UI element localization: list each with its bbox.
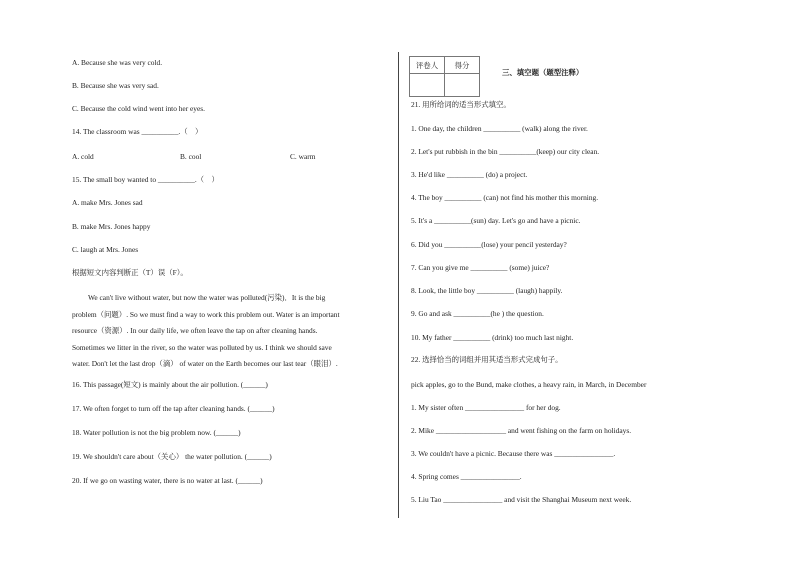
- q15-question: 15. The small boy wanted to __________.（ ）: [72, 175, 219, 184]
- passage-line: resource（资源）. In our daily life, we often leave the tap on after cleaning hands.: [72, 326, 318, 335]
- tf-heading: 根据短文内容判断正（T）误（F）。: [72, 268, 188, 277]
- q18: 18. Water pollution is not the big problem now. (______): [72, 428, 241, 437]
- q21-item: 6. Did you __________(lose) your pencil yesterday?: [411, 240, 567, 249]
- q21-item: 2. Let's put rubbish in the bin __________(keep) our city clean.: [411, 147, 600, 156]
- passage-line: We can't live without water, but now the water was polluted(污染)．It is the big: [88, 293, 326, 302]
- q21-heading: 21. 用所给词的适当形式填空。: [411, 100, 511, 109]
- passage-line: Sometimes we litter in the river, so the water was polluted by us. I think we should save: [72, 342, 332, 352]
- q13-option-c: C. Because the cold wind went into her eyes.: [72, 104, 205, 113]
- score-table-grader: 评卷人: [410, 57, 445, 74]
- q22-heading: 22. 选择恰当的词组并用其适当形式完成句子。: [411, 355, 563, 364]
- score-table-score: 得分: [445, 57, 480, 74]
- q21-item: 8. Look, the little boy __________ (laugh) happily.: [411, 286, 563, 295]
- q14-option-c: C. warm: [290, 152, 316, 161]
- q21-item: 10. My father __________ (drink) too much last night.: [411, 333, 574, 342]
- q14-option-a: A. cold: [72, 152, 94, 161]
- q22-phrases: pick apples, go to the Bund, make clothes, a heavy rain, in March, in December: [411, 380, 647, 389]
- q15-option-a: A. make Mrs. Jones sad: [72, 198, 143, 207]
- q19: 19. We shouldn't care about（关心） the water pollution. (______): [72, 452, 272, 461]
- column-divider: [398, 52, 399, 518]
- q22-item: 3. We couldn't have a picnic. Because there was ________________.: [411, 449, 616, 458]
- q13-option-a: A. Because she was very cold.: [72, 58, 163, 67]
- score-table-cell: [445, 74, 480, 97]
- passage-line: problem（问题）. So we must find a way to work this problem out. Water is an important: [72, 309, 340, 319]
- q21-item: 1. One day, the children __________ (walk) along the river.: [411, 124, 588, 133]
- q15-option-c: C. laugh at Mrs. Jones: [72, 245, 139, 254]
- passage: [72, 290, 382, 373]
- section-title: 三、填空题（题型注释）: [502, 68, 584, 77]
- q21-item: 9. Go and ask __________(he ) the question.: [411, 309, 544, 318]
- passage-line: water. Don't let the last drop（滴） of water on the Earth becomes our last tear（眼泪）.: [72, 359, 338, 368]
- q13-option-b: B. Because she was very sad.: [72, 81, 159, 90]
- q15-option-b: B. make Mrs. Jones happy: [72, 222, 151, 231]
- q16: 16. This passage(短文) is mainly about the air pollution. (______): [72, 380, 268, 389]
- q21-item: 3. He'd like __________ (do) a project.: [411, 170, 528, 179]
- q22-item: 5. Liu Tao ________________ and visit the Shanghai Museum next week.: [411, 495, 632, 504]
- q14-question: 14. The classroom was __________.（ ）: [72, 127, 203, 136]
- q14-option-b: B. cool: [180, 152, 202, 161]
- score-table-cell: [410, 74, 445, 97]
- q21-item: 4. The boy __________ (can) not find his mother this morning.: [411, 193, 599, 202]
- q22-item: 4. Spring comes ________________.: [411, 472, 522, 481]
- q22-item: 2. Mike ___________________ and went fishing on the farm on holidays.: [411, 426, 632, 435]
- q22-item: 1. My sister often ________________ for her dog.: [411, 403, 561, 412]
- q17: 17. We often forget to turn off the tap after cleaning hands. (______): [72, 404, 275, 413]
- q20: 20. If we go on wasting water, there is no water at last. (______): [72, 476, 263, 485]
- q21-item: 7. Can you give me __________ (some) juice?: [411, 263, 550, 272]
- q21-item: 5. It's a __________(sun) day. Let's go and have a picnic.: [411, 216, 581, 225]
- score-table: [409, 56, 480, 97]
